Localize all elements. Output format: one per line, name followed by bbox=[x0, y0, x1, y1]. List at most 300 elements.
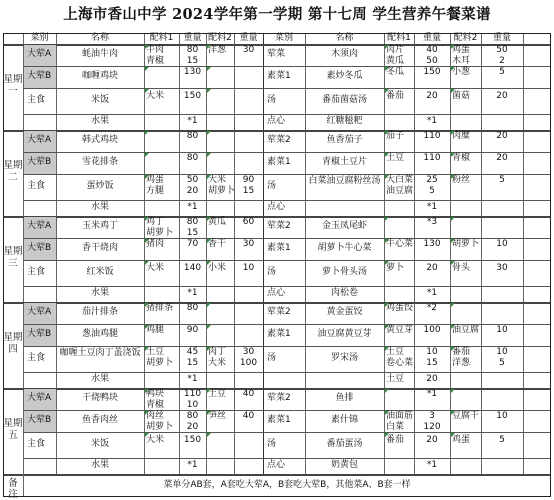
ingredient-2: 香干 bbox=[208, 239, 227, 249]
ingredient-right-1 bbox=[386, 116, 414, 127]
ingredient-right-2: 鸡蛋 bbox=[452, 45, 471, 55]
weight-right-1: 50 bbox=[426, 56, 438, 66]
weight-right-1: 20 bbox=[426, 374, 438, 384]
dish-name-right: 青椒土豆片 bbox=[321, 157, 367, 167]
ingredient-right-1: 番茄 bbox=[386, 91, 405, 101]
cell-marker bbox=[207, 433, 211, 437]
ingredient-2: 小米 bbox=[208, 263, 227, 273]
header-cell: 重量 bbox=[183, 33, 202, 43]
ingredient-1 bbox=[146, 153, 179, 164]
cell-marker bbox=[207, 325, 211, 329]
dish-name: 水果 bbox=[90, 374, 109, 384]
dish-name-right: 红糖糍粑 bbox=[326, 116, 363, 126]
weight-right-1: *2 bbox=[426, 303, 438, 313]
cell-marker bbox=[451, 89, 455, 93]
ingredient-2: 笋丝 bbox=[208, 411, 227, 421]
ingredient-right-1: 黄瓜 bbox=[386, 56, 405, 66]
weight-1: 150 bbox=[183, 435, 202, 445]
dish-name-right: 奶黄包 bbox=[330, 460, 358, 470]
ingredient-1 bbox=[146, 202, 179, 213]
dish-name: 米饭 bbox=[90, 439, 109, 449]
cell-marker bbox=[451, 261, 455, 265]
dish-name-right: 罗宋汤 bbox=[330, 353, 358, 363]
ingredient-1: 鸭块 bbox=[146, 389, 165, 399]
dish-category-right: 点心 bbox=[267, 460, 286, 470]
weight-right-1: 20 bbox=[426, 91, 438, 101]
weight-1: 50 bbox=[186, 175, 199, 185]
ingredient-right-2: 番茄 bbox=[452, 347, 471, 357]
ingredient-right-1: 油豆腐 bbox=[386, 186, 414, 196]
cell-marker bbox=[385, 325, 389, 329]
cell-marker bbox=[145, 153, 149, 157]
weight-right-1: 100 bbox=[423, 325, 441, 335]
ingredient-right-2: 粉丝 bbox=[452, 175, 471, 185]
cell-marker bbox=[451, 303, 455, 307]
cell-marker bbox=[385, 347, 389, 351]
cell-marker bbox=[451, 325, 455, 329]
weight-1: 15 bbox=[186, 358, 199, 368]
ingredient-right-1 bbox=[386, 217, 414, 228]
dish-category: 大荤A bbox=[27, 221, 52, 231]
ingredient-1 bbox=[146, 288, 179, 299]
cell-marker bbox=[207, 261, 211, 265]
weight-1: 80 bbox=[186, 411, 199, 421]
dish-category: 大荤B bbox=[27, 157, 52, 167]
remarks-separator bbox=[3, 474, 551, 476]
weight-right-1: 15 bbox=[426, 358, 438, 368]
dish-name: 干烧鸭块 bbox=[81, 393, 118, 403]
dish-category-right: 汤 bbox=[267, 95, 277, 105]
dish-name: 水果 bbox=[90, 288, 109, 298]
dish-name-right: 素炒冬瓜 bbox=[326, 71, 363, 81]
cell-marker bbox=[451, 389, 455, 393]
ingredient-right-1: 土豆 bbox=[386, 374, 405, 384]
header-cell: 名称 bbox=[90, 33, 109, 43]
cell-marker bbox=[145, 303, 149, 307]
cell-marker bbox=[207, 411, 211, 415]
dish-name: 水果 bbox=[90, 460, 109, 470]
cell-marker bbox=[145, 131, 149, 135]
ingredient-right-1: 番茄 bbox=[386, 435, 405, 445]
weight-2: 40 bbox=[242, 389, 255, 399]
ingredient-right-1 bbox=[386, 460, 414, 471]
dish-category: 大荤B bbox=[27, 329, 52, 339]
row-divider bbox=[23, 88, 551, 89]
ingredient-right-2: 肉糜 bbox=[452, 131, 471, 141]
weight-1: 80 bbox=[186, 131, 199, 141]
ingredient-1: 青椒 bbox=[146, 56, 165, 66]
row-divider bbox=[23, 372, 551, 373]
column-divider bbox=[450, 33, 451, 474]
dish-category-right: 汤 bbox=[267, 439, 277, 449]
dish-category-right: 荤菜 bbox=[267, 49, 286, 59]
ingredient-right-2: 胡萝卜 bbox=[452, 239, 480, 249]
weight-right-1: *1 bbox=[426, 460, 438, 470]
cell-marker bbox=[145, 433, 149, 437]
dish-name-right: 胡萝卜牛心菜 bbox=[317, 243, 372, 253]
weight-right-1: *1 bbox=[426, 116, 438, 126]
dish-name-right: 鱼排 bbox=[335, 393, 354, 403]
cell-marker bbox=[207, 217, 211, 221]
dish-name: 葱油鸡腿 bbox=[81, 329, 118, 339]
ingredient-right-2: 菌菇 bbox=[452, 91, 471, 101]
row-divider bbox=[23, 286, 551, 287]
weight-right-1: *3 bbox=[426, 217, 438, 227]
dish-category-right: 汤 bbox=[267, 181, 277, 191]
header-cell: 配料2 bbox=[208, 33, 232, 43]
weight-1: 10 bbox=[186, 400, 199, 410]
dish-name-right: 萝卜骨头汤 bbox=[321, 267, 367, 277]
ingredient-2: 土豆 bbox=[208, 389, 227, 399]
cell-marker bbox=[451, 347, 455, 351]
weight-1: 80 bbox=[186, 303, 199, 313]
ingredient-right-1: 白菜 bbox=[386, 422, 405, 432]
weight-right-1: 110 bbox=[423, 153, 441, 163]
dish-name-right: 金玉凤尾虾 bbox=[321, 221, 367, 231]
cell-marker bbox=[451, 67, 455, 71]
weight-2: 40 bbox=[242, 411, 255, 421]
dish-name: 茄汁排条 bbox=[81, 307, 118, 317]
ingredient-1: 牛肉 bbox=[146, 45, 165, 55]
ingredient-1: 胡萝卜 bbox=[146, 228, 174, 238]
weight-right-2: 10 bbox=[496, 347, 508, 357]
weight-right-2: 5 bbox=[499, 435, 505, 445]
dish-name: 玉米鸡丁 bbox=[81, 221, 118, 231]
dish-name-right bbox=[305, 374, 384, 385]
dish-category: 主食 bbox=[27, 439, 46, 449]
dish-category-right: 素菜1 bbox=[267, 415, 291, 425]
dish-name-right: 油豆腐黄豆芽 bbox=[317, 329, 372, 339]
dish-category-right: 荤菜2 bbox=[267, 393, 291, 403]
ingredient-right-1: 大白菜 bbox=[386, 175, 414, 185]
cell-marker bbox=[145, 67, 149, 71]
weight-right-1: 5 bbox=[429, 186, 435, 196]
dish-category-right: 点心 bbox=[267, 288, 286, 298]
dish-name: 水果 bbox=[90, 202, 109, 212]
dish-name: 水果 bbox=[90, 116, 109, 126]
weight-1: 150 bbox=[183, 91, 202, 101]
day-separator bbox=[3, 216, 551, 218]
row-divider bbox=[23, 260, 551, 261]
cell-marker bbox=[207, 239, 211, 243]
dish-category: 主食 bbox=[27, 267, 46, 277]
ingredient-1: 胡萝卜 bbox=[146, 422, 174, 432]
cell-marker bbox=[385, 45, 389, 49]
weight-right-2: 10 bbox=[496, 325, 508, 335]
cell-marker bbox=[145, 175, 149, 179]
dish-category bbox=[23, 202, 56, 213]
row-divider bbox=[23, 458, 551, 459]
weight-right-2: 20 bbox=[496, 91, 508, 101]
ingredient-1: 猪肉 bbox=[146, 239, 165, 249]
cell-marker bbox=[207, 389, 211, 393]
dish-name-right bbox=[305, 202, 384, 213]
header-cell: 配料1 bbox=[387, 33, 411, 43]
dish-name-right: 素什锦 bbox=[330, 415, 358, 425]
ingredient-1 bbox=[146, 460, 179, 471]
cell-marker bbox=[145, 261, 149, 265]
ingredient-right-1 bbox=[386, 389, 414, 400]
dish-category bbox=[23, 460, 56, 471]
dish-category: 主食 bbox=[27, 95, 46, 105]
cell-marker bbox=[385, 67, 389, 71]
dish-category bbox=[23, 116, 56, 127]
weight-1: 140 bbox=[183, 263, 202, 273]
row-divider bbox=[23, 200, 551, 201]
dish-category: 大荤A bbox=[27, 307, 52, 317]
dish-name: 香干烧肉 bbox=[81, 243, 118, 253]
weight-right-2: 30 bbox=[496, 263, 508, 273]
weight-2: 100 bbox=[239, 358, 258, 368]
cell-marker bbox=[451, 175, 455, 179]
weight-1: *1 bbox=[187, 460, 198, 470]
dish-name-right: 黄金蛋饺 bbox=[326, 307, 363, 317]
ingredient-right-2: 豆腐干 bbox=[452, 411, 480, 421]
weight-right-2: 5 bbox=[499, 358, 505, 368]
cell-marker bbox=[385, 411, 389, 415]
cell-marker bbox=[145, 389, 149, 393]
weight-1: 90 bbox=[186, 325, 199, 335]
cell-marker bbox=[385, 153, 389, 157]
weight-right-1: 40 bbox=[426, 45, 438, 55]
dish-category: 主食 bbox=[27, 181, 46, 191]
weight-right-2: 50 bbox=[496, 45, 508, 55]
dish-category: 主食 bbox=[27, 353, 46, 363]
ingredient-1: 鸡丁 bbox=[146, 217, 165, 227]
ingredient-right-1: 牛心菜 bbox=[386, 239, 414, 249]
dish-name-right: 番茄菌菇汤 bbox=[321, 95, 367, 105]
weight-right-1: 120 bbox=[423, 422, 441, 432]
ingredient-right-1 bbox=[386, 288, 414, 299]
ingredient-1: 方腿 bbox=[146, 186, 165, 196]
cell-marker bbox=[145, 217, 149, 221]
ingredient-right-1: 油面筋 bbox=[386, 411, 414, 421]
dish-category bbox=[23, 374, 56, 385]
dish-category-right: 素菜1 bbox=[267, 71, 291, 81]
dish-name: 韩式鸡块 bbox=[81, 135, 118, 145]
dish-category-right: 点心 bbox=[267, 116, 286, 126]
cell-marker bbox=[451, 239, 455, 243]
header-cell: 配料2 bbox=[453, 33, 478, 43]
header-cell: 菜别 bbox=[30, 33, 49, 43]
ingredient-right-1: 萝卜 bbox=[386, 263, 405, 273]
remarks-label: 备 注 bbox=[8, 478, 18, 500]
weight-1: 45 bbox=[186, 347, 199, 357]
ingredient-right-1: 鸡蛋饺 bbox=[386, 303, 414, 313]
day-label: 星期 三 bbox=[3, 246, 23, 269]
cell-marker bbox=[385, 389, 389, 393]
dish-category-right bbox=[263, 374, 305, 385]
cell-marker bbox=[385, 89, 389, 93]
weight-1: 20 bbox=[186, 422, 199, 432]
dish-name-right: 白菜油豆腐粉丝汤 bbox=[308, 176, 381, 186]
dish-category-right: 汤 bbox=[267, 353, 277, 363]
cell-marker bbox=[451, 433, 455, 437]
weight-1: 80 bbox=[186, 153, 199, 163]
weight-1: 15 bbox=[186, 56, 199, 66]
weight-right-1: 150 bbox=[423, 67, 441, 77]
dish-name: 雪花排条 bbox=[81, 157, 118, 167]
cell-marker bbox=[451, 131, 455, 135]
dish-category-right: 荤菜2 bbox=[267, 307, 291, 317]
cell-marker bbox=[207, 153, 211, 157]
day-separator bbox=[3, 388, 551, 390]
ingredient-right-2: 骨头 bbox=[452, 263, 471, 273]
cell-marker bbox=[145, 45, 149, 49]
dish-name-right: 番茄蛋汤 bbox=[326, 439, 363, 449]
ingredient-1: 鸡腿 bbox=[146, 325, 165, 335]
weight-2: 10 bbox=[242, 263, 255, 273]
weight-2: 30 bbox=[242, 45, 255, 55]
cell-marker bbox=[145, 411, 149, 415]
day-label: 星期 一 bbox=[3, 74, 23, 97]
cell-marker bbox=[385, 261, 389, 265]
cell-marker bbox=[145, 89, 149, 93]
column-divider bbox=[144, 33, 145, 474]
cell-marker bbox=[145, 325, 149, 329]
ingredient-2: 大米 bbox=[208, 358, 227, 368]
dish-category-right: 点心 bbox=[267, 202, 286, 212]
weight-right-1: 3 bbox=[429, 411, 435, 421]
ingredient-1: 土豆 bbox=[146, 347, 165, 357]
weight-2: 15 bbox=[242, 186, 255, 196]
cell-marker bbox=[207, 67, 211, 71]
cell-marker bbox=[385, 217, 389, 221]
cell-marker bbox=[451, 411, 455, 415]
weight-right-2: 10 bbox=[496, 411, 508, 421]
ingredient-right-1: 冬瓜 bbox=[386, 67, 405, 77]
weight-right-1: 10 bbox=[426, 347, 438, 357]
weight-right-2: 20 bbox=[496, 153, 508, 163]
weight-1: 110 bbox=[183, 389, 202, 399]
ingredient-1: 鸡蛋 bbox=[146, 175, 165, 185]
cell-marker bbox=[451, 153, 455, 157]
dish-category: 大荤B bbox=[27, 415, 52, 425]
dish-category-right: 素菜1 bbox=[267, 329, 291, 339]
weight-1: 70 bbox=[186, 239, 199, 249]
dish-category bbox=[23, 288, 56, 299]
header-cell: 重量 bbox=[239, 33, 258, 43]
weight-right-2: 5 bbox=[499, 67, 505, 77]
header-cell: 名称 bbox=[335, 33, 354, 43]
weight-2: 60 bbox=[242, 217, 255, 227]
cell-marker bbox=[207, 89, 211, 93]
dish-category: 大荤A bbox=[27, 49, 52, 59]
weight-1: 15 bbox=[186, 228, 199, 238]
dish-name-right: 鱼香茄子 bbox=[326, 135, 363, 145]
cell-marker bbox=[207, 175, 211, 179]
ingredient-1: 青椒 bbox=[146, 400, 165, 410]
weight-1: 20 bbox=[186, 186, 199, 196]
ingredient-1 bbox=[146, 67, 179, 78]
ingredient-1 bbox=[146, 131, 179, 142]
ingredient-right-1: 黄豆芽 bbox=[386, 325, 414, 335]
cell-marker bbox=[207, 347, 211, 351]
ingredient-1 bbox=[146, 116, 179, 127]
row-divider bbox=[23, 114, 551, 115]
dish-category: 大荤B bbox=[27, 71, 52, 81]
cell-marker bbox=[207, 45, 211, 49]
column-divider bbox=[384, 33, 385, 474]
weight-1: *1 bbox=[187, 202, 198, 212]
weight-right-1: 20 bbox=[426, 435, 438, 445]
dish-category: 大荤B bbox=[27, 243, 52, 253]
ingredient-2: 黄瓜 bbox=[208, 217, 227, 227]
weight-right-1: 20 bbox=[426, 263, 438, 273]
ingredient-right-1: 茄子 bbox=[386, 131, 405, 141]
day-label: 星期 四 bbox=[3, 332, 23, 355]
cell-marker bbox=[145, 347, 149, 351]
header-cell: 配料1 bbox=[149, 33, 174, 43]
ingredient-1: 大米 bbox=[146, 435, 165, 445]
ingredient-1 bbox=[146, 374, 179, 385]
weight-right-1: 25 bbox=[426, 175, 438, 185]
ingredient-right-2: 油豆腐 bbox=[452, 325, 480, 335]
dish-category-right: 荤菜2 bbox=[267, 221, 291, 231]
page-title: 上海市香山中学 2024学年第一学期 第十七周 学生营养午餐菜谱 bbox=[63, 6, 491, 23]
menu-table bbox=[3, 33, 551, 500]
weight-right-1: *1 bbox=[426, 202, 438, 212]
weight-1: *1 bbox=[187, 288, 198, 298]
weight-1: *1 bbox=[187, 116, 198, 126]
cell-marker bbox=[207, 303, 211, 307]
weight-1: *1 bbox=[187, 374, 198, 384]
dish-name: 蚝油牛肉 bbox=[81, 49, 118, 59]
weight-2: 30 bbox=[242, 239, 255, 249]
weight-right-1: 110 bbox=[423, 131, 441, 141]
weight-right-1: 130 bbox=[423, 239, 441, 249]
ingredient-2: 胡萝卜 bbox=[208, 186, 236, 196]
dish-category: 大荤A bbox=[27, 135, 52, 145]
cell-marker bbox=[451, 217, 455, 221]
dish-name: 蛋炒饭 bbox=[86, 181, 114, 191]
cell-marker bbox=[385, 239, 389, 243]
dish-category-right: 素菜1 bbox=[267, 157, 291, 167]
cell-marker bbox=[145, 239, 149, 243]
dish-category-right: 汤 bbox=[267, 267, 277, 277]
dish-name: 咖喱鸡块 bbox=[81, 71, 118, 81]
cell-marker bbox=[385, 433, 389, 437]
dish-name: 红米饭 bbox=[86, 267, 114, 277]
dish-category-right: 荤菜2 bbox=[267, 135, 291, 145]
weight-1: 80 bbox=[186, 45, 199, 55]
ingredient-right-2: 鸡蛋 bbox=[452, 435, 471, 445]
weight-1: 80 bbox=[186, 217, 199, 227]
ingredient-right-2: 木耳 bbox=[452, 56, 471, 66]
column-divider bbox=[234, 33, 235, 474]
weight-2: 90 bbox=[242, 175, 255, 185]
dish-name-right: 肉松卷 bbox=[330, 288, 358, 298]
ingredient-1: 猪排条 bbox=[146, 303, 174, 313]
day-label: 星期 五 bbox=[3, 418, 23, 441]
ingredient-right-1: 肉片 bbox=[386, 45, 405, 55]
row-divider bbox=[23, 432, 551, 433]
dish-name: 鱼香肉丝 bbox=[81, 415, 118, 425]
day-label: 星期 二 bbox=[3, 160, 23, 183]
ingredient-right-1: 土豆 bbox=[386, 153, 405, 163]
cell-marker bbox=[385, 303, 389, 307]
cell-marker bbox=[385, 131, 389, 135]
dish-name: 米饭 bbox=[90, 95, 109, 105]
remarks-text: 菜单分AB套，A套吃大荤A，B套吃大荤B，其他菜A、B套一样 bbox=[163, 480, 411, 490]
weight-right-2: 5 bbox=[499, 175, 505, 185]
weight-right-2: 20 bbox=[496, 131, 508, 141]
weight-right-1: *1 bbox=[426, 389, 438, 399]
weight-1: 130 bbox=[183, 67, 202, 77]
header-cell: 重量 bbox=[492, 33, 511, 43]
cell-marker bbox=[207, 131, 211, 135]
dish-name-right: 木须肉 bbox=[330, 49, 358, 59]
